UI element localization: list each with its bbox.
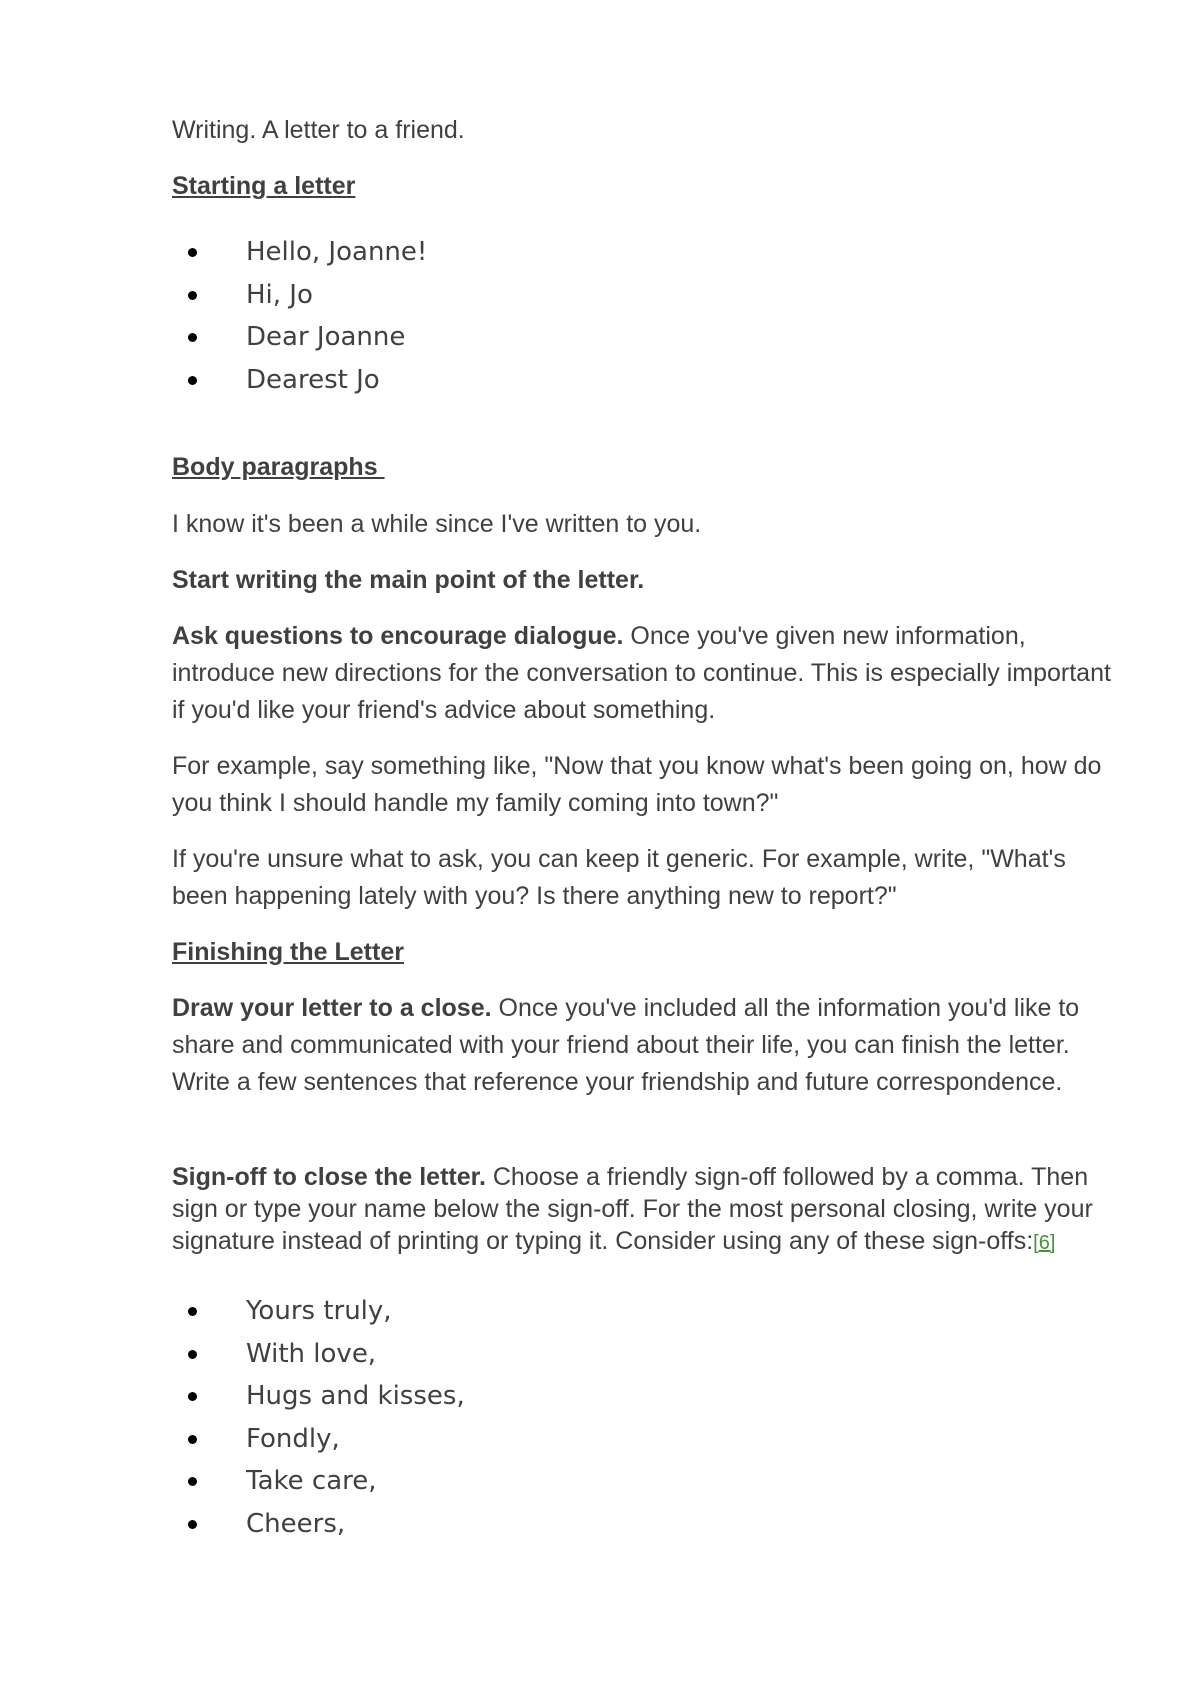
finishing-paragraph-1 — [172, 990, 1122, 1101]
bullet-icon — [188, 1350, 197, 1359]
body-paragraph-4: For example, say something like, "Now that you know what's been going on, how do you think I should handle my family coming into town?" — [172, 752, 1102, 817]
document-title: Writing. A letter to a friend. — [172, 116, 465, 144]
bullet-icon — [188, 1477, 197, 1486]
bullet-icon — [188, 291, 197, 300]
list-item: Cheers, — [172, 1503, 465, 1546]
bullet-icon — [188, 376, 197, 385]
body-paragraph-2: Start writing the main point of the letter. — [172, 566, 645, 594]
signoff-list — [172, 1290, 465, 1545]
list-item: Hi, Jo — [172, 274, 427, 317]
finishing-paragraph-2-lead: Sign-off to close the letter. — [172, 1163, 486, 1191]
body-paragraph-3-text: Once you've given new information, introduce new directions for the conversation to continue. This is especially important if you'd like your friend's advice about something. — [172, 622, 1111, 724]
body-heading: Body paragraphs — [172, 453, 385, 481]
list-item: Fondly, — [172, 1418, 465, 1461]
list-item: Hugs and kisses, — [172, 1375, 465, 1418]
greeting-list — [172, 231, 427, 401]
finishing-paragraph-2-text: Choose a friendly sign-off followed by a comma. Then sign or type your name below the sign-off. For the most personal closing, write your signature instead of printing or typing it. Consider using any of these sign-offs: — [172, 1163, 1093, 1255]
list-item: Take care, — [172, 1460, 465, 1503]
finishing-paragraph-1-text: Once you've included all the information you'd like to share and communicated with your friend about their life, you can finish the letter. Write a few sentences that reference your friendship and future correspondence. — [172, 994, 1080, 1096]
bullet-icon — [188, 1520, 197, 1529]
list-item: Dearest Jo — [172, 359, 427, 402]
list-item: Yours truly, — [172, 1290, 465, 1333]
list-item: With love, — [172, 1333, 465, 1376]
finishing-paragraph-1-lead: Draw your letter to a close. — [172, 994, 492, 1022]
footnote-link[interactable]: [6] — [1033, 1232, 1056, 1254]
body-paragraph-3 — [172, 618, 1122, 729]
finishing-paragraph-2 — [172, 1161, 1122, 1259]
body-paragraph-1: I know it's been a while since I've written to you. — [172, 510, 702, 538]
list-item: Hello, Joanne! — [172, 231, 427, 274]
bullet-icon — [188, 1392, 197, 1401]
bullet-icon — [188, 1307, 197, 1316]
body-paragraph-5: If you're unsure what to ask, you can keep it generic. For example, write, "What's been happening lately with you? Is there anything new to report?" — [172, 845, 1066, 910]
list-item: Dear Joanne — [172, 316, 427, 359]
body-paragraph-3-lead: Ask questions to encourage dialogue. — [172, 622, 624, 650]
bullet-icon — [188, 1435, 197, 1444]
bullet-icon — [188, 333, 197, 342]
bullet-icon — [188, 248, 197, 257]
finishing-heading: Finishing the Letter — [172, 938, 404, 966]
starting-heading: Starting a letter — [172, 172, 356, 200]
